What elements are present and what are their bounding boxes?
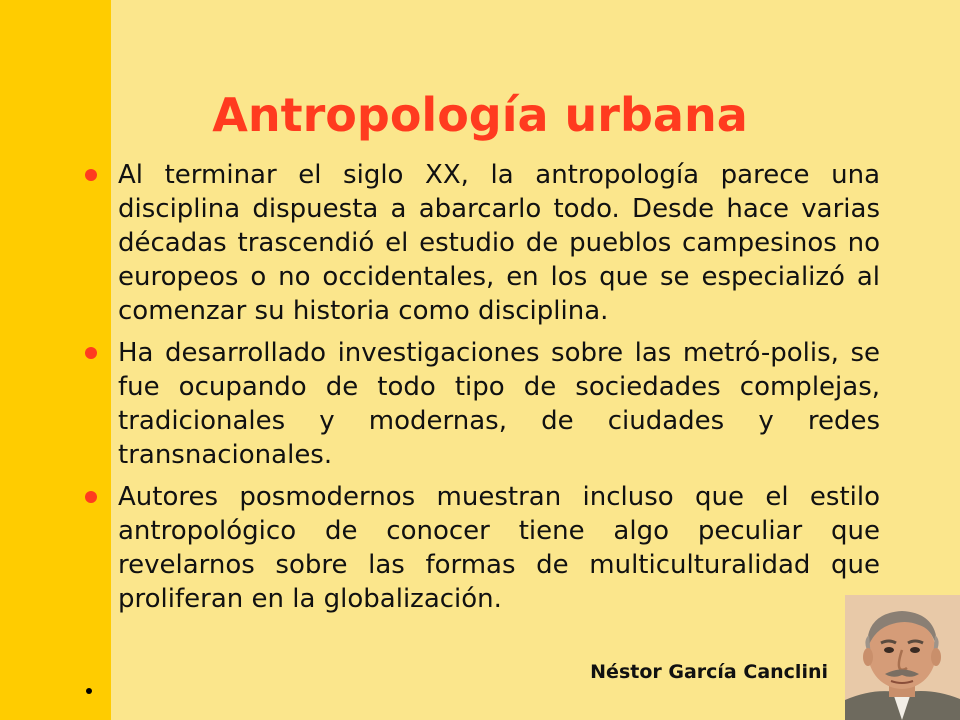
author-caption: Néstor García Canclini [590, 661, 828, 683]
bullet-dot-icon [85, 491, 97, 503]
bullet-item [85, 336, 880, 472]
bullet-text: Al terminar el siglo XX, la antropología parece una disciplina dispuesta a abarcarlo todo. Desde hace varias décadas trascendió el estudio de pueblos campesinos no europeos o no occidentales, en los que se especializó al comenzar su historia como disciplina. [118, 160, 880, 326]
bullet-text: Ha desarrollado investigaciones sobre las metró-polis, se fue ocupando de todo tipo de sociedades complejas, tradicionales y modernas, de ciudades y redes transnacionales. [118, 338, 880, 470]
bullet-item [85, 480, 880, 616]
author-portrait [845, 595, 960, 720]
slide-title: Antropología urbana [212, 88, 748, 142]
bullet-list [85, 158, 880, 624]
bullet-dot-icon [85, 347, 97, 359]
stray-dot [86, 688, 92, 694]
bullet-item [85, 158, 880, 328]
bullet-dot-icon [85, 169, 97, 181]
portrait-illustration [845, 595, 960, 720]
bullet-text: Autores posmodernos muestran incluso que el estilo antropológico de conocer tiene algo peculiar que revelarnos sobre las formas de multiculturalidad que proliferan en la globalización. [118, 482, 880, 614]
